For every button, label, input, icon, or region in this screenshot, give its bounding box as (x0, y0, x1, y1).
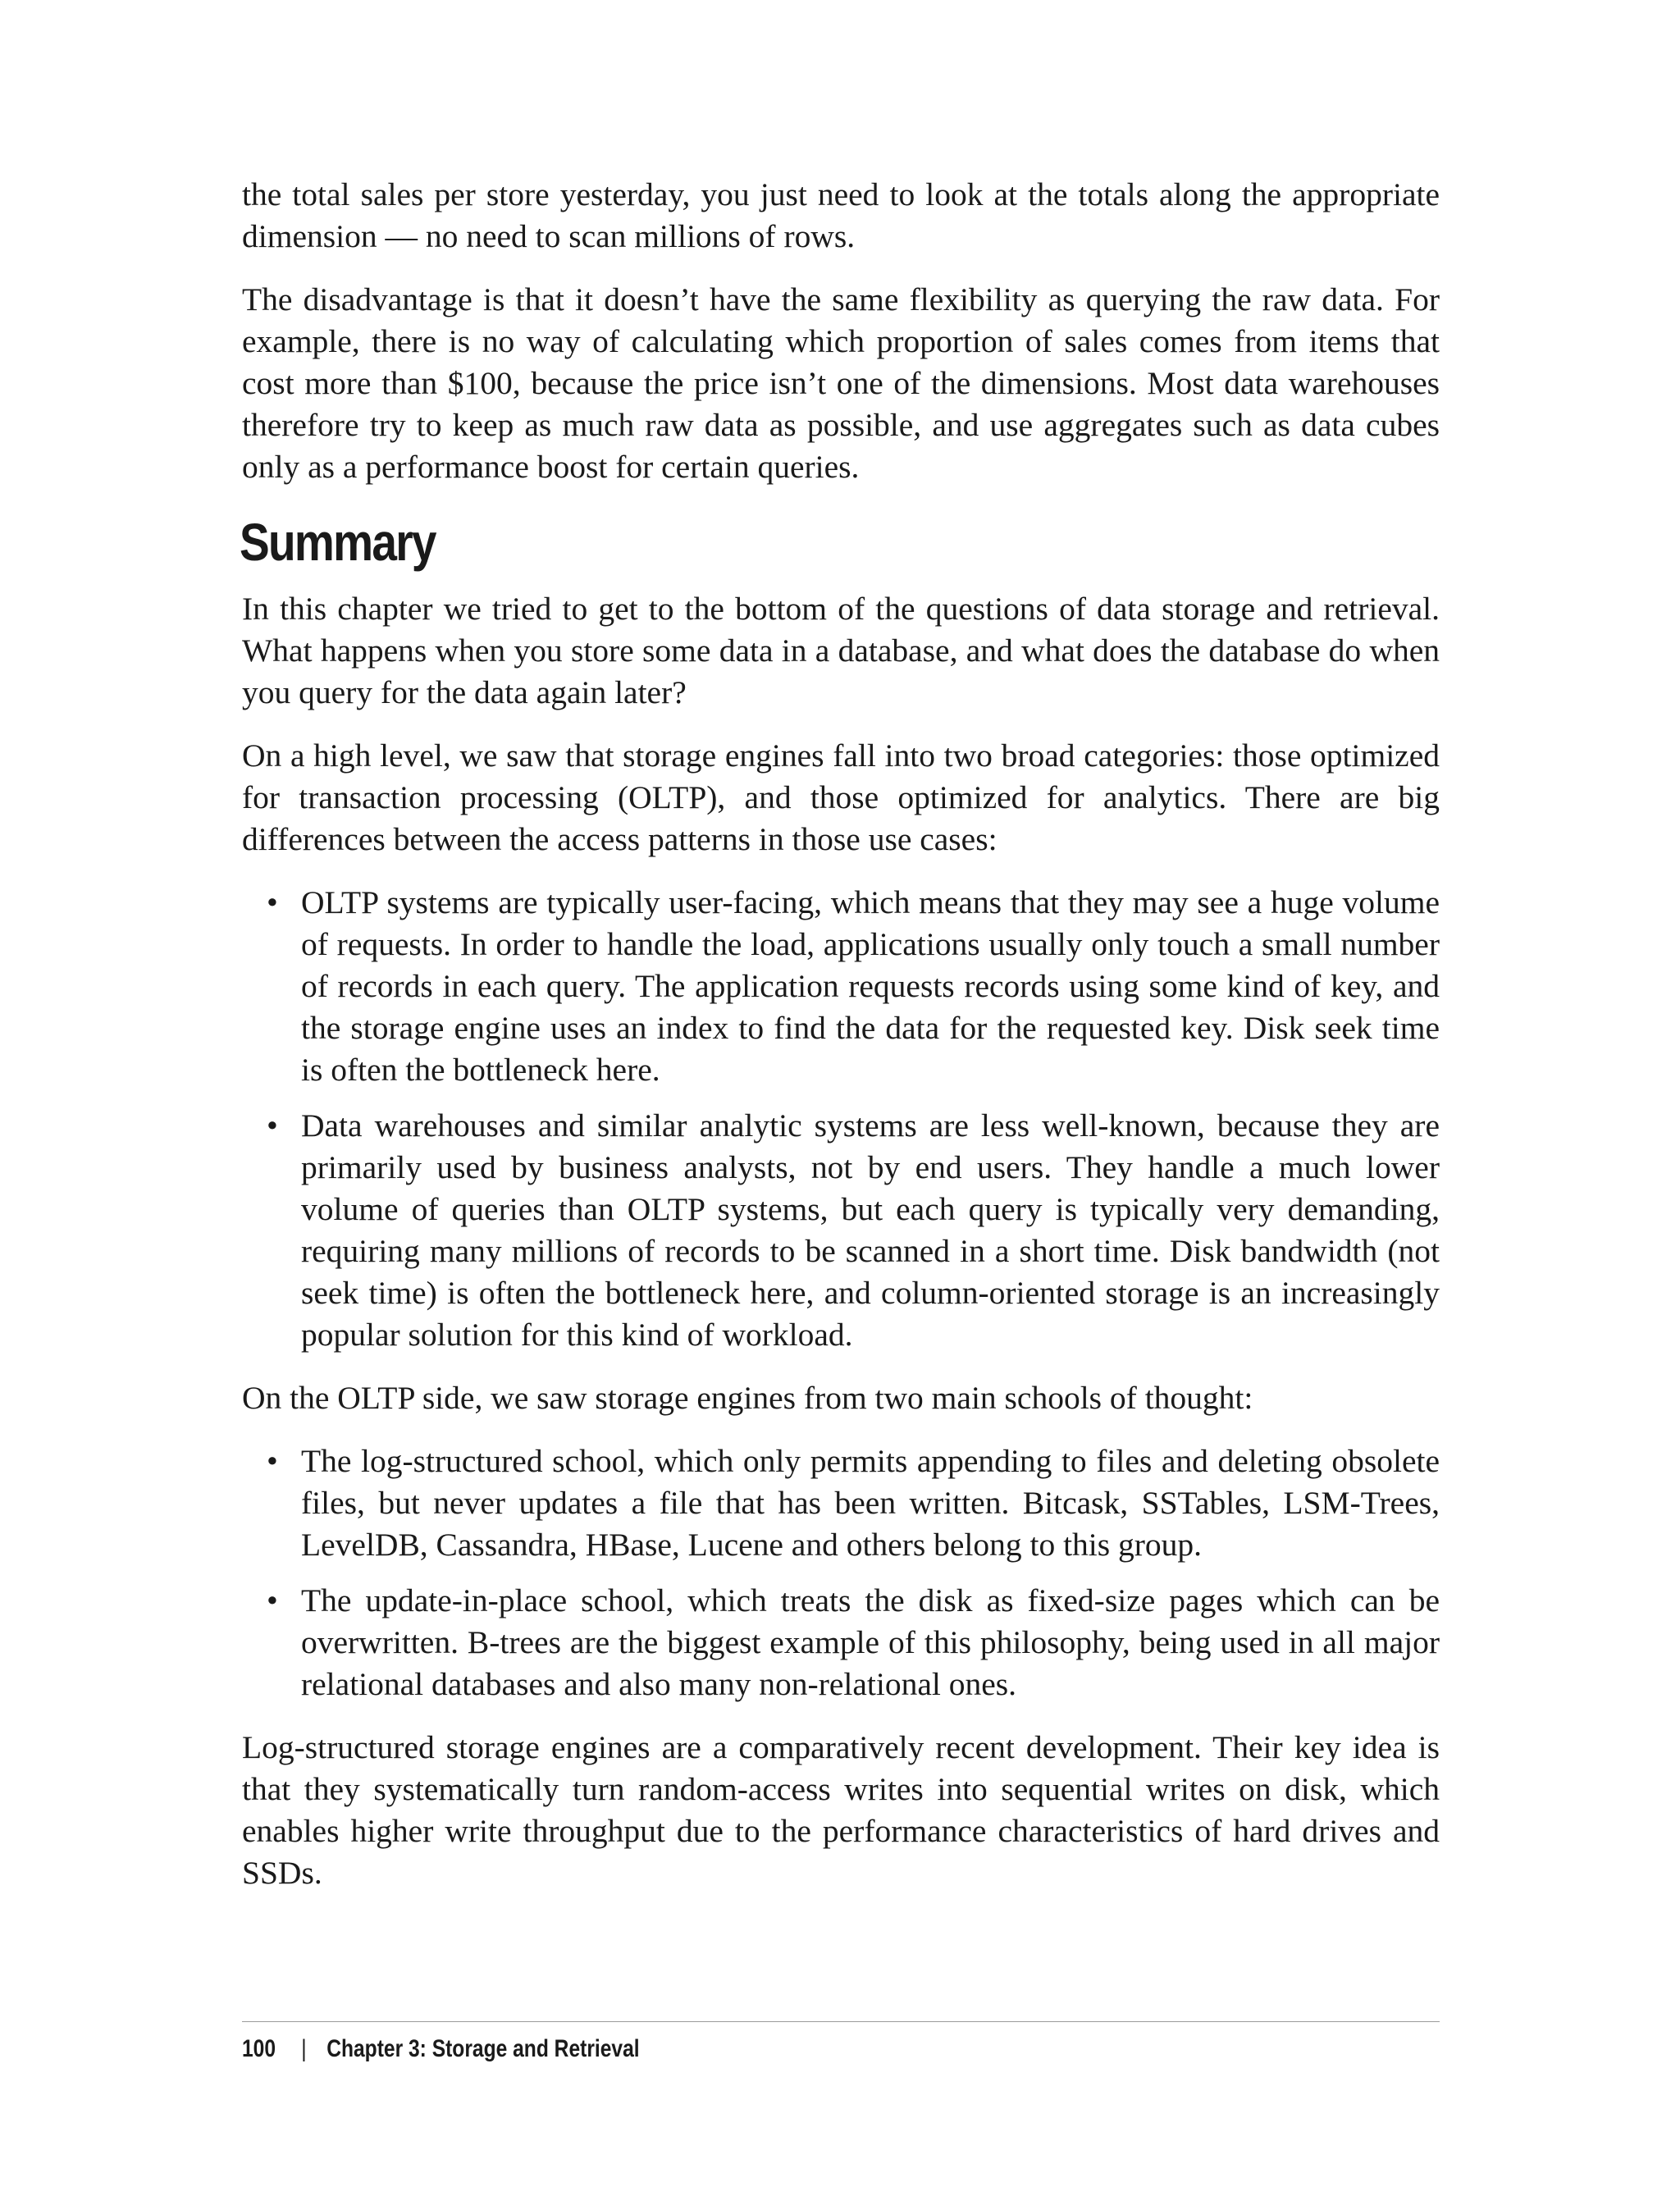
list-item-text: The log-structured school, which only permits appending to files and deleting obsolete files, but never updates a file that has been written. Bitcask, SSTables, LSM-Trees, LevelDB, Cassandra, HBase, Lucene and others belong to this group. (301, 1443, 1440, 1563)
bullet-icon: • (267, 884, 278, 920)
list-item-text: Data warehouses and similar analytic systems are less well-known, because they are primarily used by business analysts, not by end users. They handle a much lower volume of queries than OLTP systems, but each query is typically very demanding, requiring many millions of records to be scanned in a short time. Disk bandwidth (not seek time) is often the bottleneck here, and column-oriented storage is an increasingly popular solution for this kind of workload. (301, 1107, 1440, 1353)
paragraph-summary-intro: In this chapter we tried to get to the bottom of the questions of data storage and retrieval. What happens when you store some data in a database, and what does the database do when you query for the data again later? (242, 591, 1440, 710)
bullet-icon: • (267, 1107, 278, 1144)
paragraph-storage-categories: On a high level, we saw that storage engines fall into two broad categories: those optimized for transaction processing (OLTP), and those optimized for analytics. There are big differences between the access patterns in those use cases: (242, 737, 1440, 857)
paragraph-data-cube-disadvantage: The disadvantage is that it doesn’t have the same flexibility as querying the raw data. For example, there is no way of calculating which proportion of sales comes from items that cost more than $100, because the price isn’t one of the dimensions. Most data warehouses therefore try to keep as much raw data as possible, and use aggregates such as data cubes only as a performance boost for certain queries. (242, 281, 1440, 485)
paragraph-data-cube-totals: the total sales per store yesterday, you just need to look at the totals along the appropriate dimension — no need to scan millions of rows. (242, 176, 1440, 254)
chapter-title: Chapter 3: Storage and Retrieval (326, 2035, 640, 2062)
list-item (242, 1580, 1440, 1705)
bullet-icon: • (267, 1582, 278, 1618)
list-item-text: The update-in-place school, which treats the disk as fixed-size pages which can be overwritten. B-trees are the biggest example of this philosophy, being used in all major relational databases and also many non-relational ones. (301, 1582, 1440, 1702)
list-item (242, 882, 1440, 1091)
bullet-icon: • (267, 1443, 278, 1479)
bullet-list-access-patterns (242, 882, 1440, 1356)
paragraph-log-structured: Log-structured storage engines are a comparatively recent development. Their key idea is that they systematically turn random-access writes into sequential writes on disk, which enables higher write throughput due to the performance characteristics of hard drives and SSDs. (242, 1729, 1440, 1891)
footer-separator: | (301, 2035, 307, 2062)
page-footer (242, 2033, 640, 2066)
paragraph-oltp-schools: On the OLTP side, we saw storage engines from two main schools of thought: (242, 1380, 1253, 1416)
page-content (242, 174, 1440, 1915)
list-item (242, 1105, 1440, 1356)
list-item-text: OLTP systems are typically user-facing, which means that they may see a huge volume of requests. In order to handle the load, applications usually only touch a small number of records in each query. The application requests records using some kind of key, and the storage engine uses an index to find the data for the requested key. Disk seek time is often the bottleneck here. (301, 884, 1440, 1088)
list-item (242, 1440, 1440, 1566)
bullet-list-schools (242, 1440, 1440, 1705)
footer-divider (242, 2021, 1440, 2022)
page-number: 100 (242, 2035, 276, 2062)
section-heading-summary: Summary (240, 513, 436, 572)
